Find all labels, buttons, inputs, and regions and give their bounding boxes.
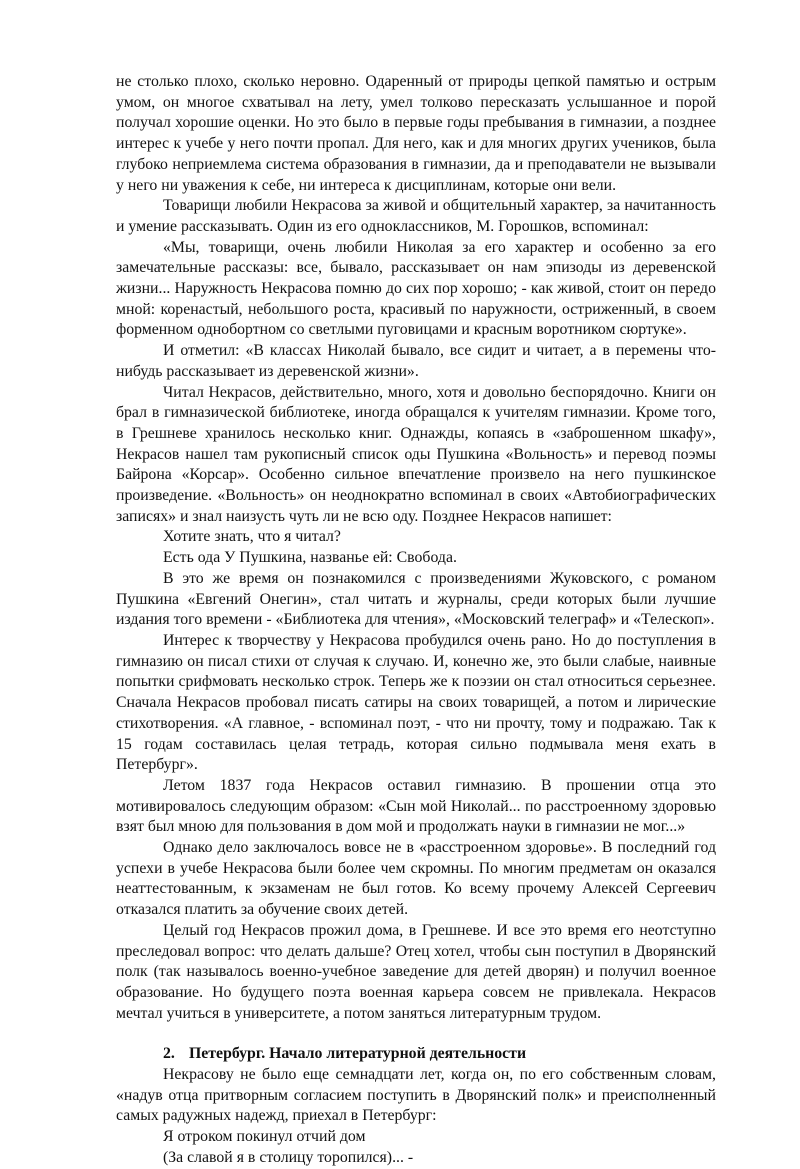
poem-line: Я отроком покинул отчий дом <box>163 1128 366 1146</box>
paragraph: Целый год Некрасов прожил дома, в Грешневе. И все это время его неотступно преследовал вопрос: что делать дальше? Отец хотел, чтобы сын поступил в Дворянский полк (так называлось военно-учебное заведение для детей дворян) и получил военное образование. Но будущего поэта военная карьера совсем не привлекала. Некрасов мечтал учиться в университете, а потом заняться литературным трудом. <box>116 921 716 1022</box>
paragraph: И отметил: «В классах Николай бывало, все сидит и читает, а в перемены что-нибудь рассказывает из деревенской жизни». <box>116 342 716 380</box>
paragraph: Читал Некрасов, действительно, много, хотя и довольно беспорядочно. Книги он брал в гимназической библиотеке, иногда обращался к учителям гимназии. Кроме того, в Грешневе хранилось несколько книг. Однажды, копаясь в «заброшенном шкафу», Некрасов нашел там рукописный список оды Пушкина «Вольность» и перевод поэмы Байрона «Корсар». Особенно сильное впечатление произвело на него пушкинское произведение. «Вольность» он неоднократно вспоминал в своих «Автобиографических записях» и знал наизусть чуть ли не всю оду. Позднее Некрасов напишет: <box>116 383 716 525</box>
paragraph: Некрасову не было еще семнадцати лет, когда он, по его собственным словам, «надув отца притворным согласием поступить в Дворянский полк» и преисполненный самых радужных надежд, приехал в Петербург: <box>116 1066 716 1125</box>
paragraph: Интерес к творчеству у Некрасова пробудился очень рано. Но до поступления в гимназию он писал стихи от случая к случаю. И, конечно же, это были слабые, наивные попытки срифмовать несколько строк. Теперь же к поэзии он стал относиться серьезнее. Сначала Некрасов пробовал писать сатиры на своих товарищей, а потом и лирические стихотворения. «А главное, - вспоминал поэт, - что ни прочту, тому и подражаю. Так к 15 годам составилась целая тетрадь, которая сильно подмывала меня ехать в Петербург». <box>116 631 716 774</box>
paragraph: «Мы, товарищи, очень любили Николая за его характер и особенно за его замечательные рассказы: все, бывало, рассказывает он нам эпизоды из деревенской жизни... Наружность Некрасова помню до сих пор хорошо; - как живой, стоит он передо мной: коренастый, небольшого роста, красивый по наружности, остриженный, в своем форменном однобортном со светлыми пуговицами и красным воротником сюртуке». <box>116 238 716 339</box>
section-heading <box>116 1044 716 1065</box>
paragraph: В это же время он познакомился с произведениями Жуковского, с романом Пушкина «Евгений Онегин», стал читать и журналы, среди которых были лучшие издания того времени - «Библиотека для чтения», «Московский телеграф» и «Телескоп». <box>116 569 716 629</box>
poem-line: Хотите знать, что я читал? <box>163 528 341 546</box>
poem-line: Есть ода У Пушкина, названье ей: Свобода. <box>163 549 457 567</box>
paragraph: не столько плохо, сколько неровно. Одаренный от природы цепкой памятью и острым умом, он многое схватывал на лету, умел толково пересказать услышанное и порой получал хорошие оценки. Но это было в первые годы пребывания в гимназии, а позднее интерес к учебе у него почти пропал. Для него, как и для многих других учеников, была глубоко неприемлема система образования в гимназии, да и преподаватели не вызывали у него ни уважения к себе, ни интереса к дисциплинам, которые они вели. <box>116 73 716 194</box>
paragraph: Товарищи любили Некрасова за живой и общительный характер, за начитанность и умение рассказывать. Один из его одноклассников, М. Горошков, вспоминал: <box>116 197 716 235</box>
body-before <box>116 72 716 1024</box>
body-after <box>116 1065 716 1169</box>
paragraph: Летом 1837 года Некрасов оставил гимназию. В прошении отца это мотивировалось следующим образом: «Сын мой Николай... по расстроенному здоровью взят был мною для пользования в дом мой и продолжать науки в гимназии не мог...» <box>116 776 716 836</box>
section-title: Петербург. Начало литературной деятельности <box>189 1045 527 1063</box>
poem-line: (За славой я в столицу торопился)... - <box>163 1148 414 1166</box>
paragraph: Однако дело заключалось вовсе не в «расстроенном здоровье». В последний год успехи в учебе Некрасова были более чем скромны. По многим предметам он оказался неаттестованным, к экзаменам не был готов. Ко всему прочему Алексей Сергеевич отказался платить за обучение своих детей. <box>116 839 716 919</box>
section-number: 2. <box>163 1045 175 1063</box>
